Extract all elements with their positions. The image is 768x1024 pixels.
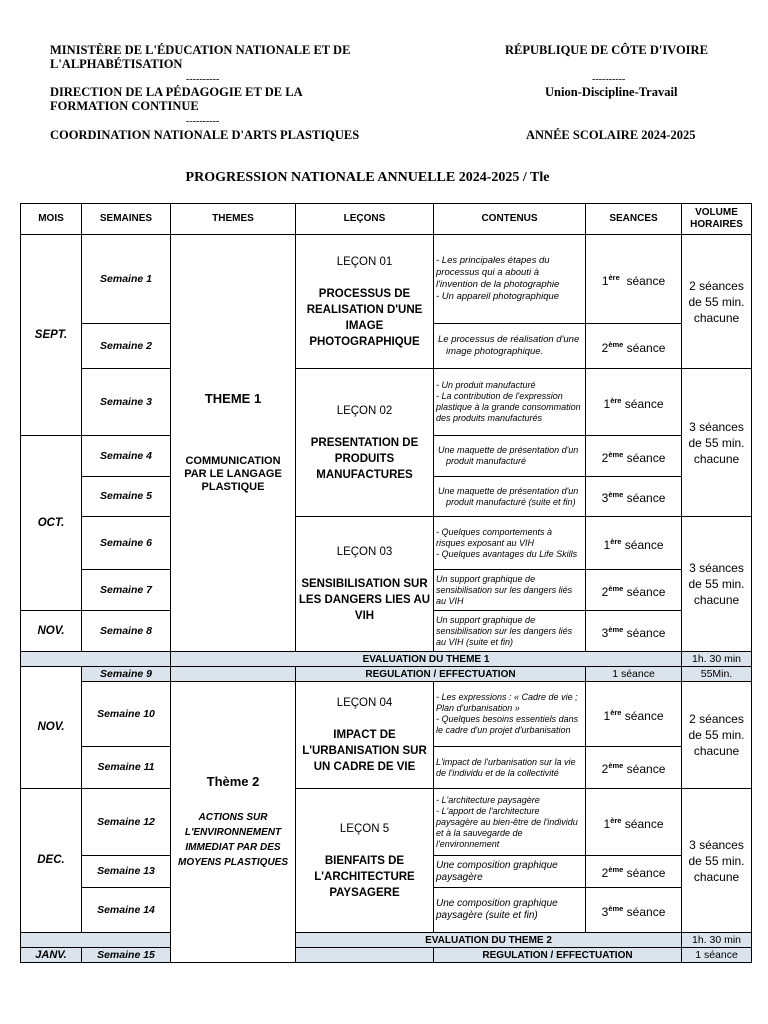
lesson-cell [296,789,434,933]
col-lecons: LEÇONS [296,204,434,235]
volume-cell: 2 séances de 55 min. chacune [682,682,752,789]
theme-title: ACTIONS SUR L'ENVIRONNEMENT IMMEDIAT PAR DES MOYENS PLASTIQUES [177,811,288,868]
content-cell: - Les expressions : « Cadre de vie ; Plan d'urbanisation » - Quelques besoins essentiels dans le cadre d'un projet d'urbanisation [434,682,586,747]
week-cell: Semaine 13 [82,856,171,888]
lesson-cell [296,517,434,652]
theme-cell [171,682,296,963]
content-cell: L'impact de l'urbanisation sur la vie de l'individu et de la collectivité [434,747,586,789]
seance-cell: 2ème séance [586,570,682,611]
seance-cell: 1ère séance [586,517,682,570]
regulation-label: REGULATION / EFFECTUATION [434,948,682,963]
week-cell: Semaine 14 [82,888,171,933]
theme-heading: THEME 1 [204,391,262,406]
volume-cell: 3 séances de 55 min. chacune [682,789,752,933]
ministry-name: MINISTÈRE DE L'ÉDUCATION NATIONALE ET DE L'ALPHABÉTISATION [50,43,351,71]
regulation-label: REGULATION / EFFECTUATION [296,667,586,682]
week-cell: Semaine 3 [82,369,171,436]
table-row [21,517,752,570]
seance-cell: 1ère séance [586,235,682,324]
lesson-number: LEÇON 5 [339,822,390,835]
lesson-number: LEÇON 04 [336,697,393,709]
lesson-title: IMPACT DE L'URBANISATION SUR UN CADRE DE VIE [302,729,427,773]
month-cell: DEC. [21,789,82,933]
evaluation-label: EVALUATION DU THEME 1 [171,652,682,667]
lesson-title: SENSIBILISATION SUR LES DANGERS LIES AU VIH [298,578,431,622]
header-separator: ---------- [186,74,220,85]
content-cell: - Un produit manufacturé - La contribution de l'expression plastique à la grande consommation des produits manufacturés [434,369,586,436]
page-title: PROGRESSION NATIONALE ANNUELLE 2024-2025 / Tle [185,170,550,185]
month-cell: SEPT. [21,235,82,436]
col-contenus: CONTENUS [434,204,586,235]
col-themes: THEMES [171,204,296,235]
col-volume: VOLUME HORAIRES [682,204,752,235]
seance-cell: 2ème séance [586,747,682,789]
week-cell: Semaine 1 [82,235,171,324]
week-cell: Semaine 5 [82,477,171,517]
content-cell: - Quelques comportements à risques exposant au VIH - Quelques avantages du Life Skills [434,517,586,570]
national-motto: Union-Discipline-Travail [545,85,678,99]
lesson-number: LEÇON 03 [336,546,393,558]
col-seances: SEANCES [586,204,682,235]
content-cell: Le processus de réalisation d'une image photographique. [434,324,586,369]
seance-cell: 2ème séance [586,856,682,888]
grey-cell [21,933,171,948]
table-row [21,235,752,324]
week-cell: Semaine 10 [82,682,171,747]
progression-table [20,203,752,963]
week-cell: Semaine 9 [82,667,171,682]
lesson-cell [296,682,434,789]
volume-cell: 3 séances de 55 min. chacune [682,369,752,517]
theme-title: COMMUNICATION PAR LE LANGAGE PLASTIQUE [184,455,282,493]
coordination-name: COORDINATION NATIONALE D'ARTS PLASTIQUES [50,128,360,142]
grey-cell [21,652,171,667]
month-cell: JANV. [21,948,82,963]
content-cell: Une maquette de présentation d'un produit manufacturé [434,436,586,477]
seance-cell: 3ème séance [586,888,682,933]
theme-heading: Thème 2 [206,773,260,789]
month-cell: NOV. [21,667,82,789]
lesson-number: LEÇON 01 [336,255,393,268]
evaluation-row [21,652,752,667]
header-separator: ---------- [592,74,626,85]
theme-cell [171,235,296,652]
lesson-title: PROCESSUS DE REALISATION D'UNE IMAGE PHOTOGRAPHIQUE [306,287,423,348]
seance-cell: 1ère séance [586,369,682,436]
content-cell: Une maquette de présentation d'un produit manufacturé (suite et fin) [434,477,586,517]
volume-cell: 55Min. [682,667,752,682]
week-cell: Semaine 2 [82,324,171,369]
week-cell: Semaine 8 [82,611,171,652]
seance-cell: 1 séance [682,948,752,963]
content-cell: Un support graphique de sensibilisation sur les dangers liés au VIH (suite et fin) [434,611,586,652]
grey-cell [171,667,296,682]
col-mois: MOIS [21,204,82,235]
seance-cell: 3ème séance [586,611,682,652]
header-separator: ---------- [186,116,220,127]
content-cell: Une composition graphique paysagère [434,856,586,888]
seance-cell: 1 séance [586,667,682,682]
lesson-cell [296,235,434,369]
table-row [21,682,752,747]
regulation-row [21,667,752,682]
regulation-row [21,948,752,963]
seance-cell: 2ème séance [586,324,682,369]
volume-cell: 1h. 30 min [682,652,752,667]
grey-cell [296,948,434,963]
seance-cell: 3ème séance [586,477,682,517]
direction-name: DIRECTION DE LA PÉDAGOGIE ET DE LA FORMATION CONTINUE [50,85,303,113]
lesson-title: BIENFAITS DE L'ARCHITECTURE PAYSAGERE [314,854,415,899]
evaluation-label: EVALUATION DU THEME 2 [296,933,682,948]
week-cell: Semaine 6 [82,517,171,570]
week-cell: Semaine 11 [82,747,171,789]
content-cell: Une composition graphique paysagère (suite et fin) [434,888,586,933]
seance-cell: 1ère séance [586,789,682,856]
week-cell: Semaine 15 [82,948,171,963]
month-cell: OCT. [21,436,82,611]
seance-cell: 1ère séance [586,682,682,747]
volume-cell: 2 séances de 55 min. chacune [682,235,752,369]
lesson-cell [296,369,434,517]
republic-name: RÉPUBLIQUE DE CÔTE D'IVOIRE [505,43,708,57]
table-row [21,789,752,856]
evaluation-row [21,933,752,948]
seance-cell: 2ème séance [586,436,682,477]
content-cell: Un support graphique de sensibilisation sur les dangers liés au VIH [434,570,586,611]
week-cell: Semaine 4 [82,436,171,477]
table-row [21,369,752,436]
lesson-title: PRESENTATION DE PRODUITS MANUFACTURES [310,436,419,481]
volume-cell: 3 séances de 55 min. chacune [682,517,752,652]
volume-cell: 1h. 30 min [682,933,752,948]
week-cell: Semaine 12 [82,789,171,856]
col-semaines: SEMAINES [82,204,171,235]
content-cell: - L'architecture paysagère - L'apport de l'architecture paysagère au bien-être de l'individu et à la sauvegarde de l'environnement [434,789,586,856]
content-cell: - Les principales étapes du processus qui a abouti à l'invention de la photographie - Un appareil photographique [434,235,586,324]
week-cell: Semaine 7 [82,570,171,611]
table-header-row [21,204,752,235]
school-year: ANNÉE SCOLAIRE 2024-2025 [526,128,696,142]
month-cell: NOV. [21,611,82,652]
lesson-number: LEÇON 02 [336,404,393,417]
